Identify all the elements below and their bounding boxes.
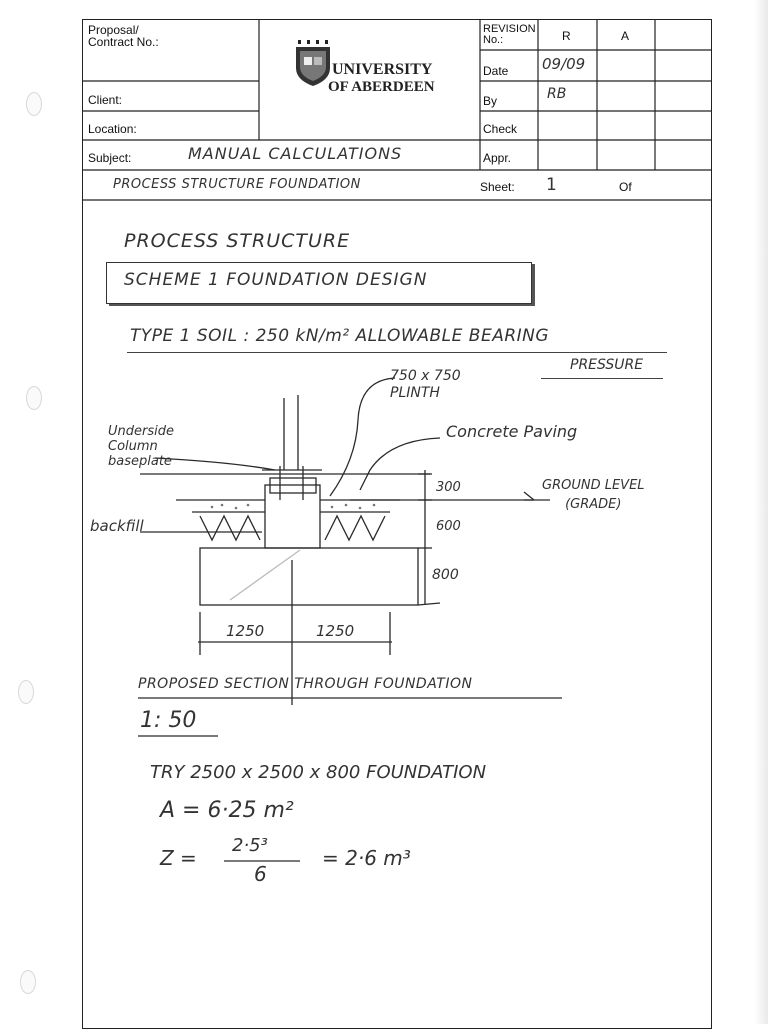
boxed-title: SCHEME 1 FOUNDATION DESIGN — [124, 270, 428, 290]
subject-value: MANUAL CALCULATIONS — [188, 144, 403, 163]
dim-300: 300 — [436, 480, 461, 495]
location-label: Location: — [88, 122, 137, 136]
dim-1250-left: 1250 — [226, 622, 265, 640]
subject-label: Subject: — [88, 151, 132, 165]
z-lhs: Z = — [160, 846, 197, 870]
try-line: TRY 2500 x 2500 x 800 FOUNDATION — [150, 762, 487, 783]
dim-800: 800 — [432, 567, 459, 583]
client-label: Client: — [88, 93, 123, 107]
footing-shape — [200, 548, 418, 605]
z-rhs: = 2·6 m³ — [322, 846, 411, 870]
section-caption: PROPOSED SECTION THROUGH FOUNDATION — [138, 676, 473, 692]
soil-line: TYPE 1 SOIL : 250 kN/m² ALLOWABLE BEARING — [130, 326, 550, 346]
plinth-label: 750 x 750 PLINTH — [390, 368, 461, 401]
plinth-shape — [265, 485, 320, 548]
revision-r: R — [562, 29, 571, 43]
backfill-label: backfill — [90, 517, 144, 535]
check-label: Check — [483, 122, 518, 136]
z-denominator: 6 — [254, 862, 267, 886]
area-line: A = 6·25 m² — [160, 798, 294, 823]
logo-university: UNIVERSITY — [332, 61, 433, 78]
baseplate-label: Underside Column baseplate — [108, 424, 174, 469]
by-label: By — [483, 94, 498, 108]
dim-1250-right: 1250 — [316, 622, 355, 640]
ground-level-label: GROUND LEVEL (GRADE) — [542, 478, 645, 512]
proposal-label: Proposal/ Contract No.: — [88, 23, 159, 49]
section-heading: PROCESS STRUCTURE — [124, 230, 351, 252]
revision-label: REVISION No.: — [483, 23, 536, 46]
date-label: Date — [483, 64, 509, 78]
sheet-value: 1 — [546, 175, 557, 195]
date-value: 09/09 — [542, 55, 586, 73]
by-value: RB — [547, 86, 567, 102]
sheet-label: Sheet: — [480, 180, 515, 194]
of-label: Of — [619, 180, 632, 194]
z-numerator: 2·5³ — [232, 835, 268, 856]
dim-600: 600 — [436, 519, 461, 534]
paving-label: Concrete Paving — [446, 422, 578, 441]
logo-aberdeen: OF ABERDEEN — [328, 79, 435, 95]
title-value: PROCESS STRUCTURE FOUNDATION — [113, 177, 361, 192]
pressure-text: PRESSURE — [570, 357, 644, 373]
scale-text: 1: 50 — [140, 708, 197, 733]
appr-label: Appr. — [483, 151, 512, 165]
revision-a: A — [621, 29, 630, 43]
